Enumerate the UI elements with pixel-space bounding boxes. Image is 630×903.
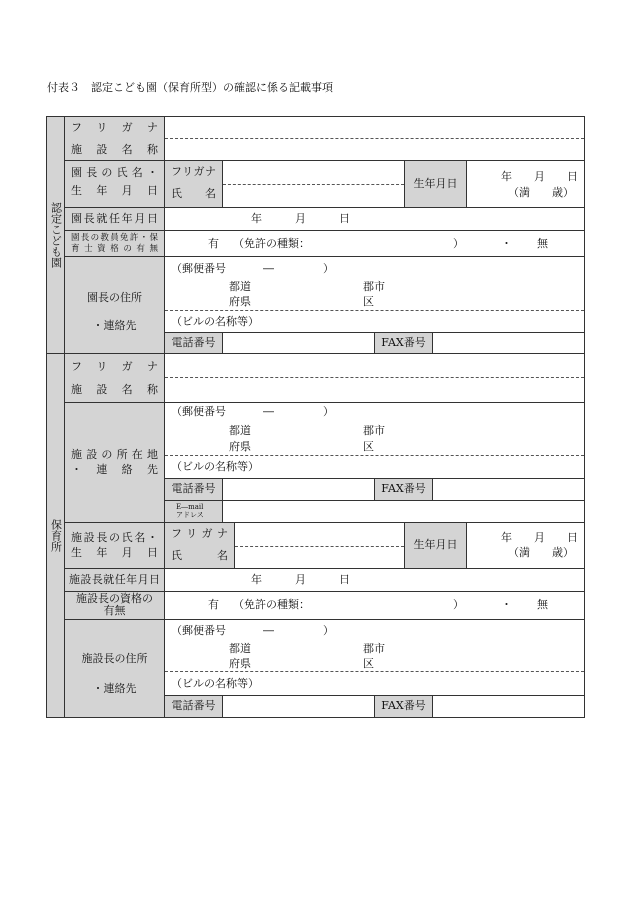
hoikusho-head-divider — [235, 546, 404, 547]
hoikusho-location-tel-label: 電話番号 — [171, 482, 216, 495]
hoikusho-furigana-label: フ リ ガ ナ — [71, 360, 158, 373]
kodomoen-address-label-cell — [64, 256, 165, 354]
hoikusho-city-line2: 区 — [363, 657, 374, 670]
hoikusho-building: （ビルの名称等） — [171, 677, 259, 690]
kodomoen-license-yes: 有 — [208, 237, 219, 250]
kodomoen-building: （ビルの名称等） — [171, 315, 259, 328]
hoikusho-email-label-cell — [164, 500, 223, 523]
kodomoen-address-field — [164, 256, 585, 333]
kodomoen-appointment-field — [164, 207, 585, 231]
kodomoen-address-label-line1: 園長の住所 — [87, 291, 142, 304]
hoikusho-postal-open: （郵便番号 — [171, 624, 226, 637]
hoikusho-appointment-field — [164, 568, 585, 592]
hoikusho-qualification-yes: 有 — [208, 598, 219, 611]
kodomoen-tel-label-cell — [164, 332, 223, 354]
kodomoen-age: （満 歳） — [508, 186, 574, 199]
hoikusho-city-line1: 郡市 — [363, 642, 385, 655]
hoikusho-qualification-label-line1: 施設長の資格の — [76, 592, 153, 605]
hoikusho-location-postal-dash: ― — [263, 405, 274, 418]
kodomoen-facility-name-label: 施 設 名 称 — [71, 143, 158, 156]
hoikusho-address-label-line2: ・連絡先 — [92, 682, 137, 695]
hoikusho-location-label-line2: ・ 連 絡 先 — [71, 463, 158, 476]
hoikusho-appointment-label-cell — [64, 568, 165, 592]
hoikusho-birth-label-cell — [404, 522, 467, 569]
hoikusho-location-postal-open: （郵便番号 — [171, 405, 226, 418]
hoikusho-facility-label-cell — [64, 353, 165, 403]
hoikusho-location-prefecture-line2: 府県 — [229, 440, 251, 453]
document-title: 付表３ 認定こども園（保育所型）の確認に係る記載事項 — [47, 81, 333, 94]
kodomoen-license-separator: ・ — [501, 237, 512, 250]
hoikusho-head-sub-label-cell — [164, 522, 235, 569]
kodomoen-fax-label-cell — [374, 332, 433, 354]
hoikusho-birth-date: 年 月 日 — [501, 531, 578, 544]
hoikusho-location-tel-field — [222, 478, 375, 501]
kodomoen-furigana-label: フ リ ガ ナ — [71, 121, 158, 134]
kodomoen-facility-label-cell — [64, 116, 165, 161]
kodomoen-birth-label: 生年月日 — [413, 177, 458, 190]
kodomoen-director-name-field — [222, 160, 405, 208]
hoikusho-location-city-line2: 区 — [363, 440, 374, 453]
hoikusho-location-field — [164, 402, 585, 479]
hoikusho-fax-field — [432, 695, 585, 718]
kodomoen-birth-label-cell — [404, 160, 467, 208]
kodomoen-license-label-cell — [64, 230, 165, 257]
section-label-hoikusho — [46, 353, 65, 718]
kodomoen-director-label-line1: 園 長 の 氏 名 ・ — [71, 166, 158, 179]
hoikusho-tel-label: 電話番号 — [171, 699, 216, 712]
hoikusho-prefecture-line1: 都道 — [229, 642, 251, 655]
kodomoen-address-label-line2: ・連絡先 — [92, 319, 137, 332]
kodomoen-postal-open: （郵便番号 — [171, 262, 226, 275]
hoikusho-facility-divider — [165, 377, 584, 378]
hoikusho-email-label-line2: アドレス — [176, 511, 204, 519]
hoikusho-postal-close: ） — [323, 624, 334, 637]
hoikusho-head-label-cell — [64, 522, 165, 569]
hoikusho-location-prefecture-line1: 都道 — [229, 424, 251, 437]
kodomoen-license-type-close: ） — [453, 237, 464, 250]
kodomoen-director-furigana-sub: フリガナ — [171, 165, 216, 178]
hoikusho-location-building: （ビルの名称等） — [171, 460, 259, 473]
hoikusho-qualification-label-line2: 有無 — [103, 604, 126, 617]
kodomoen-license-no: 無 — [537, 237, 548, 250]
kodomoen-appointment-label-cell — [64, 207, 165, 231]
hoikusho-head-name-field — [234, 522, 405, 569]
kodomoen-city-line1: 郡市 — [363, 280, 385, 293]
kodomoen-fax-label: FAX番号 — [381, 336, 426, 349]
hoikusho-qualification-type-open: （免許の種類： — [233, 598, 310, 611]
hoikusho-location-label-cell — [64, 402, 165, 523]
kodomoen-prefecture-line1: 都道 — [229, 280, 251, 293]
kodomoen-appointment-date: 年 月 日 — [251, 212, 350, 225]
kodomoen-address-divider — [165, 310, 584, 311]
kodomoen-tel-field — [222, 332, 375, 354]
hoikusho-email-label-line1: E―mail — [176, 503, 204, 511]
hoikusho-qualification-label-cell — [64, 591, 165, 620]
hoikusho-appointment-date: 年 月 日 — [251, 573, 350, 586]
hoikusho-head-furigana-sub: フリガナ — [171, 527, 228, 540]
kodomoen-tel-label: 電話番号 — [171, 336, 216, 349]
hoikusho-head-name-sub: 氏 名 — [171, 549, 228, 562]
section-label-hoikusho-text: 保育所 — [49, 519, 63, 552]
kodomoen-birth-field — [466, 160, 585, 208]
hoikusho-location-city-line1: 郡市 — [363, 424, 385, 437]
hoikusho-location-fax-field — [432, 478, 585, 501]
kodomoen-postal-close: ） — [323, 262, 334, 275]
hoikusho-location-fax-label-cell — [374, 478, 433, 501]
hoikusho-location-label-line1: 施 設 の 所 在 地 — [71, 448, 158, 461]
hoikusho-address-label-line1: 施設長の住所 — [81, 652, 148, 665]
hoikusho-postal-dash: ― — [263, 624, 274, 637]
kodomoen-facility-divider — [165, 138, 584, 139]
hoikusho-birth-field — [466, 522, 585, 569]
kodomoen-license-label-line2: 育 士 資 格 の 有 無 — [71, 244, 158, 254]
hoikusho-age: （満 歳） — [508, 546, 574, 559]
hoikusho-prefecture-line2: 府県 — [229, 657, 251, 670]
kodomoen-director-name-sub: 氏 名 — [171, 187, 216, 200]
hoikusho-tel-label-cell — [164, 695, 223, 718]
hoikusho-qualification-separator: ・ — [501, 598, 512, 611]
hoikusho-address-divider — [165, 671, 584, 672]
hoikusho-facility-name-label: 施 設 名 称 — [71, 383, 158, 396]
kodomoen-license-field — [164, 230, 585, 257]
kodomoen-director-sub-label-cell — [164, 160, 223, 208]
hoikusho-qualification-no: 無 — [537, 598, 548, 611]
hoikusho-qualification-type-close: ） — [453, 598, 464, 611]
kodomoen-facility-name-field — [164, 116, 585, 161]
section-label-kodomoen-text: 認定こども園 — [49, 202, 63, 268]
hoikusho-address-label-cell — [64, 619, 165, 718]
hoikusho-email-field — [222, 500, 585, 523]
kodomoen-prefecture-line2: 府県 — [229, 295, 251, 308]
kodomoen-city-line2: 区 — [363, 295, 374, 308]
hoikusho-head-label-line2: 生 年 月 日 — [71, 546, 158, 559]
kodomoen-appointment-label: 園長就任年月日 — [71, 212, 158, 225]
kodomoen-director-divider — [223, 184, 404, 185]
hoikusho-address-field — [164, 619, 585, 696]
kodomoen-postal-dash: ― — [263, 262, 274, 275]
kodomoen-license-label-line1: 園長の教員免許・保 — [71, 233, 158, 243]
kodomoen-director-label-cell — [64, 160, 165, 208]
kodomoen-birth-date: 年 月 日 — [501, 170, 578, 183]
hoikusho-location-postal-close: ） — [323, 405, 334, 418]
hoikusho-appointment-label: 施設長就任年月日 — [69, 573, 160, 586]
hoikusho-qualification-field — [164, 591, 585, 620]
hoikusho-location-divider — [165, 455, 584, 456]
hoikusho-location-fax-label: FAX番号 — [381, 482, 426, 495]
hoikusho-birth-label: 生年月日 — [413, 538, 458, 551]
hoikusho-tel-field — [222, 695, 375, 718]
hoikusho-head-label-line1: 施設長の氏名・ — [71, 531, 158, 544]
hoikusho-location-tel-label-cell — [164, 478, 223, 501]
hoikusho-facility-name-field — [164, 353, 585, 403]
hoikusho-fax-label-cell — [374, 695, 433, 718]
kodomoen-license-type-open: （免許の種類： — [233, 237, 310, 250]
kodomoen-director-label-line2: 生 年 月 日 — [71, 184, 158, 197]
hoikusho-fax-label: FAX番号 — [381, 699, 426, 712]
kodomoen-fax-field — [432, 332, 585, 354]
section-label-kodomoen — [46, 116, 65, 354]
